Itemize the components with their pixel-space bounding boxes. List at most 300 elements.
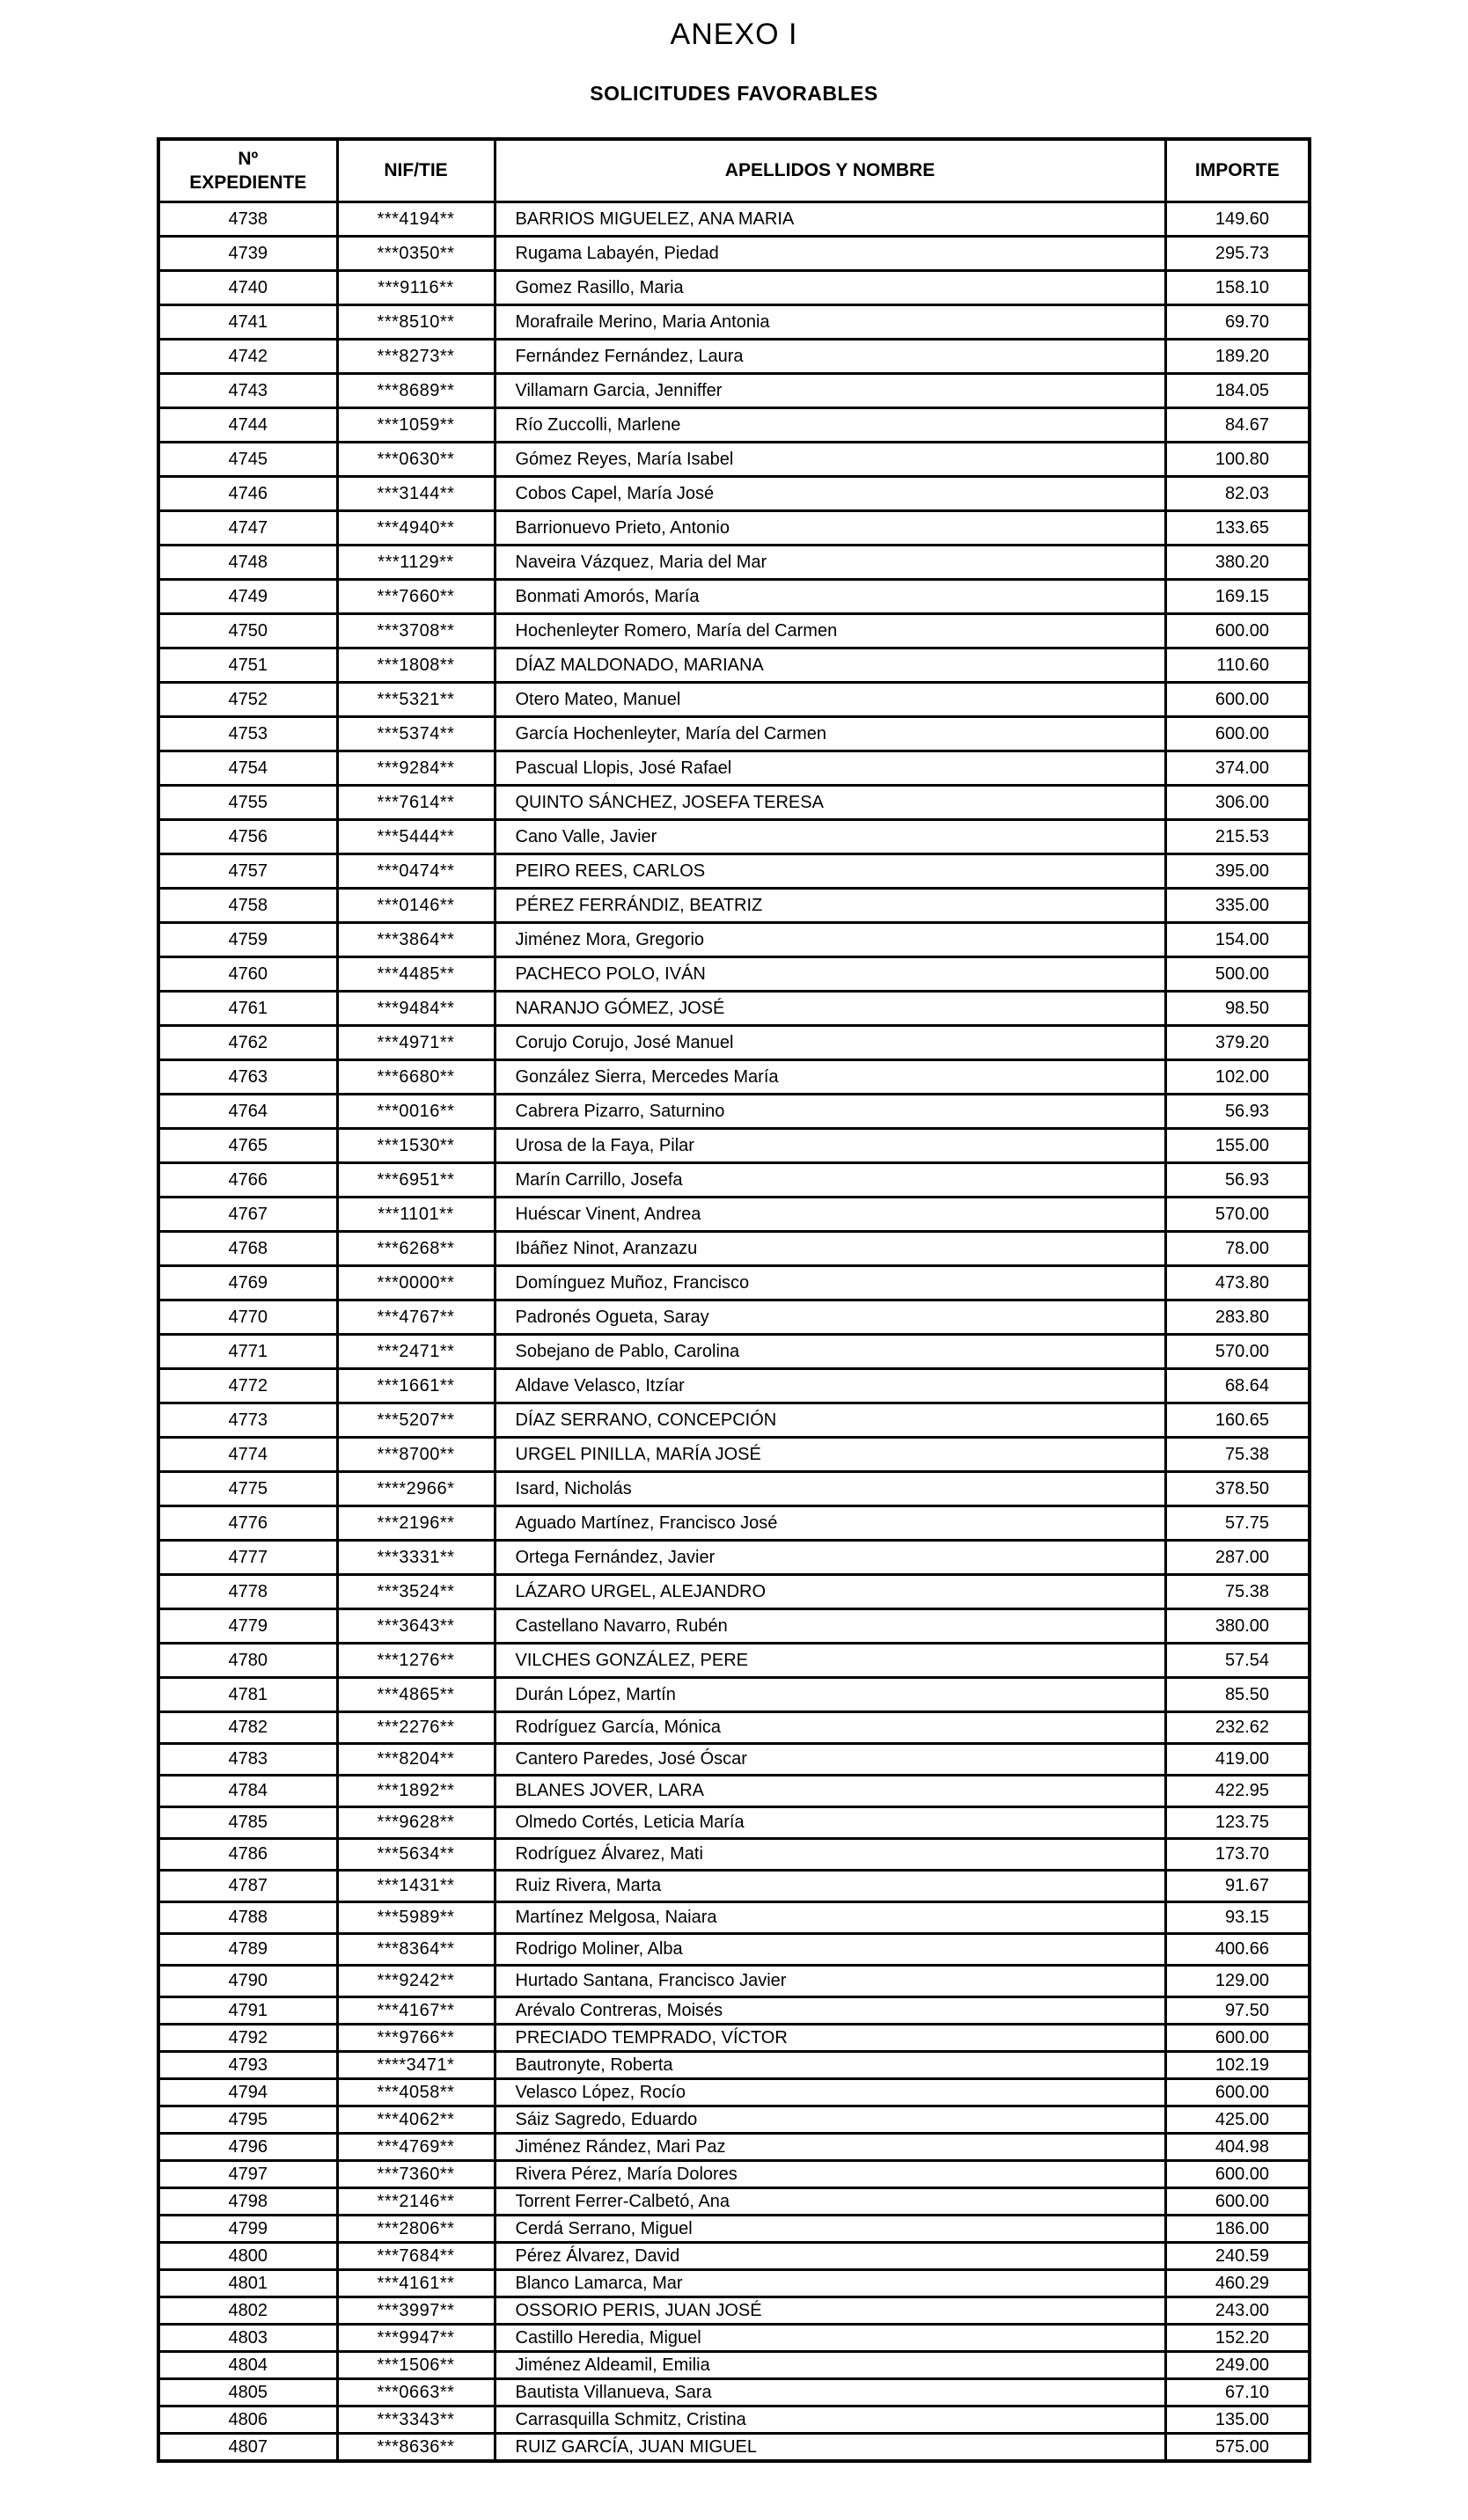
- table-row: [158, 1506, 1310, 1541]
- nif-cell: ***8364**: [337, 1934, 495, 1966]
- expediente-cell: 4783: [158, 1744, 337, 1776]
- nif-cell: ****3471*: [337, 2052, 495, 2079]
- importe-cell: 379.20: [1165, 1026, 1310, 1060]
- nombre-cell: Hochenleyter Romero, María del Carmen: [495, 614, 1165, 648]
- table-row: [158, 1438, 1310, 1472]
- header-expediente-line1: Nº: [238, 148, 259, 169]
- importe-cell: 129.00: [1165, 1966, 1310, 1997]
- nif-cell: ***6680**: [337, 1060, 495, 1095]
- importe-cell: 500.00: [1165, 957, 1310, 992]
- table-row: [158, 511, 1310, 546]
- expediente-cell: 4776: [158, 1506, 337, 1541]
- table-row: [158, 1026, 1310, 1060]
- nombre-cell: Gómez Reyes, María Isabel: [495, 443, 1165, 477]
- nif-cell: ***3643**: [337, 1609, 495, 1644]
- importe-cell: 154.00: [1165, 923, 1310, 957]
- table-row: [158, 374, 1310, 408]
- table-row: [158, 1644, 1310, 1678]
- importe-cell: 283.80: [1165, 1300, 1310, 1335]
- expediente-cell: 4802: [158, 2297, 337, 2325]
- nombre-cell: QUINTO SÁNCHEZ, JOSEFA TERESA: [495, 786, 1165, 820]
- nombre-cell: Pascual Llopis, José Rafael: [495, 751, 1165, 786]
- expediente-cell: 4784: [158, 1776, 337, 1807]
- table-row: [158, 2134, 1310, 2161]
- nombre-cell: Torrent Ferrer-Calbetó, Ana: [495, 2188, 1165, 2216]
- importe-cell: 570.00: [1165, 1335, 1310, 1369]
- importe-cell: 419.00: [1165, 1744, 1310, 1776]
- nombre-cell: Rodrigo Moliner, Alba: [495, 1934, 1165, 1966]
- nif-cell: ***2196**: [337, 1506, 495, 1541]
- importe-cell: 189.20: [1165, 340, 1310, 374]
- nombre-cell: RUIZ GARCÍA, JUAN MIGUEL: [495, 2434, 1165, 2462]
- nif-cell: ***7614**: [337, 786, 495, 820]
- table-row: [158, 1997, 1310, 2025]
- table-row: [158, 683, 1310, 717]
- importe-cell: 102.19: [1165, 2052, 1310, 2079]
- table-row: [158, 1541, 1310, 1575]
- nombre-cell: Padronés Ogueta, Saray: [495, 1300, 1165, 1335]
- nombre-cell: LÁZARO URGEL, ALEJANDRO: [495, 1575, 1165, 1609]
- nif-cell: ***4058**: [337, 2079, 495, 2106]
- importe-cell: 169.15: [1165, 580, 1310, 614]
- importe-cell: 400.66: [1165, 1934, 1310, 1966]
- table-row: [158, 580, 1310, 614]
- nombre-cell: Rodríguez Álvarez, Mati: [495, 1839, 1165, 1871]
- expediente-cell: 4797: [158, 2161, 337, 2188]
- table-row: [158, 2270, 1310, 2297]
- nif-cell: ***8689**: [337, 374, 495, 408]
- table-row: [158, 443, 1310, 477]
- nif-cell: ***4767**: [337, 1300, 495, 1335]
- nif-cell: ***3331**: [337, 1541, 495, 1575]
- table-row: [158, 1934, 1310, 1966]
- nombre-cell: Aldave Velasco, Itzíar: [495, 1369, 1165, 1403]
- nif-cell: ***3708**: [337, 614, 495, 648]
- nombre-cell: Jiménez Mora, Gregorio: [495, 923, 1165, 957]
- table-row: [158, 305, 1310, 340]
- importe-cell: 152.20: [1165, 2325, 1310, 2352]
- nif-cell: ***6268**: [337, 1232, 495, 1266]
- importe-cell: 380.00: [1165, 1609, 1310, 1644]
- table-row: [158, 1369, 1310, 1403]
- nombre-cell: Bautronyte, Roberta: [495, 2052, 1165, 2079]
- table-row: [158, 1902, 1310, 1934]
- nif-cell: ***1276**: [337, 1644, 495, 1678]
- nombre-cell: URGEL PINILLA, MARÍA JOSÉ: [495, 1438, 1165, 1472]
- table-row: [158, 237, 1310, 271]
- importe-cell: 160.65: [1165, 1403, 1310, 1438]
- expediente-cell: 4805: [158, 2379, 337, 2406]
- table-row: [158, 2025, 1310, 2052]
- expediente-cell: 4793: [158, 2052, 337, 2079]
- nif-cell: ***2806**: [337, 2216, 495, 2243]
- nif-cell: ***2471**: [337, 1335, 495, 1369]
- importe-cell: 570.00: [1165, 1198, 1310, 1232]
- table-row: [158, 2052, 1310, 2079]
- expediente-cell: 4739: [158, 237, 337, 271]
- table-row: [158, 2106, 1310, 2134]
- expediente-cell: 4798: [158, 2188, 337, 2216]
- importe-cell: 600.00: [1165, 614, 1310, 648]
- nombre-cell: Gomez Rasillo, Maria: [495, 271, 1165, 305]
- importe-cell: 600.00: [1165, 2025, 1310, 2052]
- table-row: [158, 1575, 1310, 1609]
- importe-cell: 186.00: [1165, 2216, 1310, 2243]
- nif-cell: ***0000**: [337, 1266, 495, 1300]
- importe-cell: 395.00: [1165, 854, 1310, 889]
- nif-cell: ***4161**: [337, 2270, 495, 2297]
- expediente-cell: 4806: [158, 2406, 337, 2434]
- table-row: [158, 477, 1310, 511]
- nif-cell: ***1101**: [337, 1198, 495, 1232]
- expediente-cell: 4769: [158, 1266, 337, 1300]
- nombre-cell: Isard, Nicholás: [495, 1472, 1165, 1506]
- importe-cell: 93.15: [1165, 1902, 1310, 1934]
- importe-cell: 600.00: [1165, 2188, 1310, 2216]
- nif-cell: ***3997**: [337, 2297, 495, 2325]
- importe-cell: 102.00: [1165, 1060, 1310, 1095]
- table-row: [158, 992, 1310, 1026]
- nombre-cell: Villamarn Garcia, Jenniffer: [495, 374, 1165, 408]
- nif-cell: ***7360**: [337, 2161, 495, 2188]
- importe-cell: 575.00: [1165, 2434, 1310, 2462]
- importe-cell: 149.60: [1165, 202, 1310, 237]
- expediente-cell: 4757: [158, 854, 337, 889]
- nif-cell: ***4194**: [337, 202, 495, 237]
- importe-cell: 91.67: [1165, 1871, 1310, 1902]
- expediente-cell: 4777: [158, 1541, 337, 1575]
- table-row: [158, 546, 1310, 580]
- nif-cell: ***2276**: [337, 1712, 495, 1744]
- nombre-cell: Velasco López, Rocío: [495, 2079, 1165, 2106]
- importe-cell: 600.00: [1165, 2161, 1310, 2188]
- expediente-cell: 4761: [158, 992, 337, 1026]
- importe-cell: 75.38: [1165, 1575, 1310, 1609]
- importe-cell: 425.00: [1165, 2106, 1310, 2134]
- table-row: [158, 751, 1310, 786]
- nif-cell: ***4971**: [337, 1026, 495, 1060]
- nombre-cell: Cobos Capel, María José: [495, 477, 1165, 511]
- nombre-cell: Hurtado Santana, Francisco Javier: [495, 1966, 1165, 1997]
- expediente-cell: 4766: [158, 1163, 337, 1198]
- nombre-cell: BARRIOS MIGUELEZ, ANA MARIA: [495, 202, 1165, 237]
- nombre-cell: Urosa de la Faya, Pilar: [495, 1129, 1165, 1163]
- nombre-cell: PACHECO POLO, IVÁN: [495, 957, 1165, 992]
- nif-cell: ***1059**: [337, 408, 495, 443]
- nif-cell: ***0474**: [337, 854, 495, 889]
- table-row: [158, 1163, 1310, 1198]
- nif-cell: ***0663**: [337, 2379, 495, 2406]
- nif-cell: ***9284**: [337, 751, 495, 786]
- nombre-cell: NARANJO GÓMEZ, JOSÉ: [495, 992, 1165, 1026]
- nombre-cell: Sáiz Sagredo, Eduardo: [495, 2106, 1165, 2134]
- importe-cell: 67.10: [1165, 2379, 1310, 2406]
- expediente-cell: 4741: [158, 305, 337, 340]
- importe-cell: 600.00: [1165, 717, 1310, 751]
- table-row: [158, 2161, 1310, 2188]
- importe-cell: 306.00: [1165, 786, 1310, 820]
- expediente-cell: 4770: [158, 1300, 337, 1335]
- nombre-cell: Rodríguez García, Mónica: [495, 1712, 1165, 1744]
- expediente-cell: 4772: [158, 1369, 337, 1403]
- nif-cell: ***4167**: [337, 1997, 495, 2025]
- expediente-cell: 4752: [158, 683, 337, 717]
- table-row: [158, 1609, 1310, 1644]
- nif-cell: ***3343**: [337, 2406, 495, 2434]
- importe-cell: 56.93: [1165, 1095, 1310, 1129]
- nif-cell: ***1808**: [337, 648, 495, 683]
- expediente-cell: 4746: [158, 477, 337, 511]
- nif-cell: ***1892**: [337, 1776, 495, 1807]
- nif-cell: ***8273**: [337, 340, 495, 374]
- nif-cell: ***4485**: [337, 957, 495, 992]
- nombre-cell: Martínez Melgosa, Naiara: [495, 1902, 1165, 1934]
- nif-cell: ***3144**: [337, 477, 495, 511]
- expediente-cell: 4789: [158, 1934, 337, 1966]
- importe-cell: 135.00: [1165, 2406, 1310, 2434]
- table-row: [158, 1232, 1310, 1266]
- nombre-cell: VILCHES GONZÁLEZ, PERE: [495, 1644, 1165, 1678]
- nif-cell: ***2146**: [337, 2188, 495, 2216]
- nombre-cell: Carrasquilla Schmitz, Cristina: [495, 2406, 1165, 2434]
- table-row: [158, 1966, 1310, 1997]
- nif-cell: ***1431**: [337, 1871, 495, 1902]
- nombre-cell: Domínguez Muñoz, Francisco: [495, 1266, 1165, 1300]
- importe-cell: 378.50: [1165, 1472, 1310, 1506]
- table-row: [158, 614, 1310, 648]
- importe-cell: 158.10: [1165, 271, 1310, 305]
- expediente-cell: 4801: [158, 2270, 337, 2297]
- importe-cell: 57.75: [1165, 1506, 1310, 1541]
- table-row: [158, 1060, 1310, 1095]
- nombre-cell: Cabrera Pizarro, Saturnino: [495, 1095, 1165, 1129]
- expediente-cell: 4745: [158, 443, 337, 477]
- expediente-cell: 4778: [158, 1575, 337, 1609]
- nif-cell: ***0146**: [337, 889, 495, 923]
- nif-cell: ***4865**: [337, 1678, 495, 1712]
- nombre-cell: Ibáñez Ninot, Aranzazu: [495, 1232, 1165, 1266]
- nif-cell: ***9242**: [337, 1966, 495, 1997]
- importe-cell: 287.00: [1165, 1541, 1310, 1575]
- table-row: [158, 957, 1310, 992]
- nombre-cell: Jiménez Aldeamil, Emilia: [495, 2352, 1165, 2379]
- nombre-cell: Morafraile Merino, Maria Antonia: [495, 305, 1165, 340]
- table-row: [158, 2379, 1310, 2406]
- nif-cell: ***6951**: [337, 1163, 495, 1198]
- importe-cell: 404.98: [1165, 2134, 1310, 2161]
- nif-cell: ***3864**: [337, 923, 495, 957]
- expediente-cell: 4791: [158, 1997, 337, 2025]
- nombre-cell: González Sierra, Mercedes María: [495, 1060, 1165, 1095]
- expediente-cell: 4780: [158, 1644, 337, 1678]
- table-header-row: [158, 139, 1310, 202]
- table-row: [158, 854, 1310, 889]
- nombre-cell: PRECIADO TEMPRADO, VÍCTOR: [495, 2025, 1165, 2052]
- importe-cell: 75.38: [1165, 1438, 1310, 1472]
- table-row: [158, 2243, 1310, 2270]
- expediente-cell: 4771: [158, 1335, 337, 1369]
- nif-cell: ***0630**: [337, 443, 495, 477]
- importe-cell: 473.80: [1165, 1266, 1310, 1300]
- table-row: [158, 889, 1310, 923]
- nif-cell: ***9484**: [337, 992, 495, 1026]
- table-row: [158, 1266, 1310, 1300]
- expediente-cell: 4774: [158, 1438, 337, 1472]
- importe-cell: 56.93: [1165, 1163, 1310, 1198]
- expediente-cell: 4775: [158, 1472, 337, 1506]
- nif-cell: ***0350**: [337, 237, 495, 271]
- nif-cell: ***8204**: [337, 1744, 495, 1776]
- table-row: [158, 1129, 1310, 1163]
- nombre-cell: Cantero Paredes, José Óscar: [495, 1744, 1165, 1776]
- nif-cell: ***3524**: [337, 1575, 495, 1609]
- table-row: [158, 2188, 1310, 2216]
- nif-cell: ***7660**: [337, 580, 495, 614]
- expediente-cell: 4750: [158, 614, 337, 648]
- expediente-cell: 4743: [158, 374, 337, 408]
- importe-cell: 600.00: [1165, 2079, 1310, 2106]
- importe-cell: 249.00: [1165, 2352, 1310, 2379]
- nif-cell: ***7684**: [337, 2243, 495, 2270]
- expediente-cell: 4807: [158, 2434, 337, 2462]
- expediente-cell: 4799: [158, 2216, 337, 2243]
- expediente-cell: 4800: [158, 2243, 337, 2270]
- importe-cell: 85.50: [1165, 1678, 1310, 1712]
- importe-cell: 57.54: [1165, 1644, 1310, 1678]
- table-row: [158, 1678, 1310, 1712]
- nombre-cell: Ruiz Rivera, Marta: [495, 1871, 1165, 1902]
- importe-cell: 110.60: [1165, 648, 1310, 683]
- importe-cell: 173.70: [1165, 1839, 1310, 1871]
- document-title: ANEXO I: [670, 18, 798, 51]
- nombre-cell: Pérez Álvarez, David: [495, 2243, 1165, 2270]
- table-row: [158, 1807, 1310, 1839]
- nombre-cell: Durán López, Martín: [495, 1678, 1165, 1712]
- nif-cell: ***0016**: [337, 1095, 495, 1129]
- expediente-cell: 4767: [158, 1198, 337, 1232]
- table-row: [158, 2216, 1310, 2243]
- table-body: [158, 202, 1310, 2462]
- nif-cell: ***1530**: [337, 1129, 495, 1163]
- nif-cell: ***8636**: [337, 2434, 495, 2462]
- header-importe: IMPORTE: [1165, 139, 1310, 202]
- nombre-cell: Río Zuccolli, Marlene: [495, 408, 1165, 443]
- expediente-cell: 4790: [158, 1966, 337, 1997]
- nif-cell: ***5989**: [337, 1902, 495, 1934]
- solicitudes-table: [157, 137, 1311, 2463]
- importe-cell: 184.05: [1165, 374, 1310, 408]
- table-row: [158, 1198, 1310, 1232]
- nombre-cell: OSSORIO PERIS, JUAN JOSÉ: [495, 2297, 1165, 2325]
- expediente-cell: 4779: [158, 1609, 337, 1644]
- nif-cell: ***1661**: [337, 1369, 495, 1403]
- expediente-cell: 4785: [158, 1807, 337, 1839]
- nif-cell: ***4769**: [337, 2134, 495, 2161]
- table-row: [158, 786, 1310, 820]
- nombre-cell: Bautista Villanueva, Sara: [495, 2379, 1165, 2406]
- expediente-cell: 4744: [158, 408, 337, 443]
- header-expediente-line2: EXPEDIENTE: [189, 172, 307, 193]
- importe-cell: 69.70: [1165, 305, 1310, 340]
- nif-cell: ***4940**: [337, 511, 495, 546]
- importe-cell: 374.00: [1165, 751, 1310, 786]
- nombre-cell: Aguado Martínez, Francisco José: [495, 1506, 1165, 1541]
- expediente-cell: 4794: [158, 2079, 337, 2106]
- importe-cell: 100.80: [1165, 443, 1310, 477]
- nif-cell: ****2966*: [337, 1472, 495, 1506]
- nombre-cell: DÍAZ MALDONADO, MARIANA: [495, 648, 1165, 683]
- header-expediente: [158, 139, 337, 202]
- table-row: [158, 2297, 1310, 2325]
- table-row: [158, 202, 1310, 237]
- expediente-cell: 4765: [158, 1129, 337, 1163]
- nombre-cell: Rivera Pérez, María Dolores: [495, 2161, 1165, 2188]
- importe-cell: 240.59: [1165, 2243, 1310, 2270]
- importe-cell: 123.75: [1165, 1807, 1310, 1839]
- nombre-cell: Corujo Corujo, José Manuel: [495, 1026, 1165, 1060]
- table-row: [158, 1776, 1310, 1807]
- nombre-cell: BLANES JOVER, LARA: [495, 1776, 1165, 1807]
- table-row: [158, 1871, 1310, 1902]
- nombre-cell: PEIRO REES, CARLOS: [495, 854, 1165, 889]
- nombre-cell: Cerdá Serrano, Miguel: [495, 2216, 1165, 2243]
- expediente-cell: 4756: [158, 820, 337, 854]
- nif-cell: ***1506**: [337, 2352, 495, 2379]
- nif-cell: ***8510**: [337, 305, 495, 340]
- importe-cell: 84.67: [1165, 408, 1310, 443]
- nif-cell: ***5444**: [337, 820, 495, 854]
- nif-cell: ***9947**: [337, 2325, 495, 2352]
- table-row: [158, 1300, 1310, 1335]
- expediente-cell: 4792: [158, 2025, 337, 2052]
- nombre-cell: Blanco Lamarca, Mar: [495, 2270, 1165, 2297]
- nombre-cell: Otero Mateo, Manuel: [495, 683, 1165, 717]
- expediente-cell: 4753: [158, 717, 337, 751]
- nif-cell: ***5207**: [337, 1403, 495, 1438]
- table-row: [158, 1335, 1310, 1369]
- expediente-cell: 4759: [158, 923, 337, 957]
- nif-cell: ***8700**: [337, 1438, 495, 1472]
- expediente-cell: 4738: [158, 202, 337, 237]
- expediente-cell: 4803: [158, 2325, 337, 2352]
- nombre-cell: Castillo Heredia, Miguel: [495, 2325, 1165, 2352]
- table-header: [158, 139, 1310, 202]
- nif-cell: ***9116**: [337, 271, 495, 305]
- importe-cell: 155.00: [1165, 1129, 1310, 1163]
- expediente-cell: 4740: [158, 271, 337, 305]
- nombre-cell: Arévalo Contreras, Moisés: [495, 1997, 1165, 2025]
- nombre-cell: Castellano Navarro, Rubén: [495, 1609, 1165, 1644]
- expediente-cell: 4749: [158, 580, 337, 614]
- importe-cell: 335.00: [1165, 889, 1310, 923]
- expediente-cell: 4782: [158, 1712, 337, 1744]
- nombre-cell: Barrionuevo Prieto, Antonio: [495, 511, 1165, 546]
- table-row: [158, 820, 1310, 854]
- importe-cell: 380.20: [1165, 546, 1310, 580]
- importe-cell: 232.62: [1165, 1712, 1310, 1744]
- expediente-cell: 4755: [158, 786, 337, 820]
- nombre-cell: Olmedo Cortés, Leticia María: [495, 1807, 1165, 1839]
- nombre-cell: Bonmati Amorós, María: [495, 580, 1165, 614]
- importe-cell: 68.64: [1165, 1369, 1310, 1403]
- nombre-cell: Jiménez Rández, Mari Paz: [495, 2134, 1165, 2161]
- expediente-cell: 4747: [158, 511, 337, 546]
- importe-cell: 82.03: [1165, 477, 1310, 511]
- table-row: [158, 717, 1310, 751]
- nif-cell: ***9766**: [337, 2025, 495, 2052]
- nombre-cell: Rugama Labayén, Piedad: [495, 237, 1165, 271]
- expediente-cell: 4795: [158, 2106, 337, 2134]
